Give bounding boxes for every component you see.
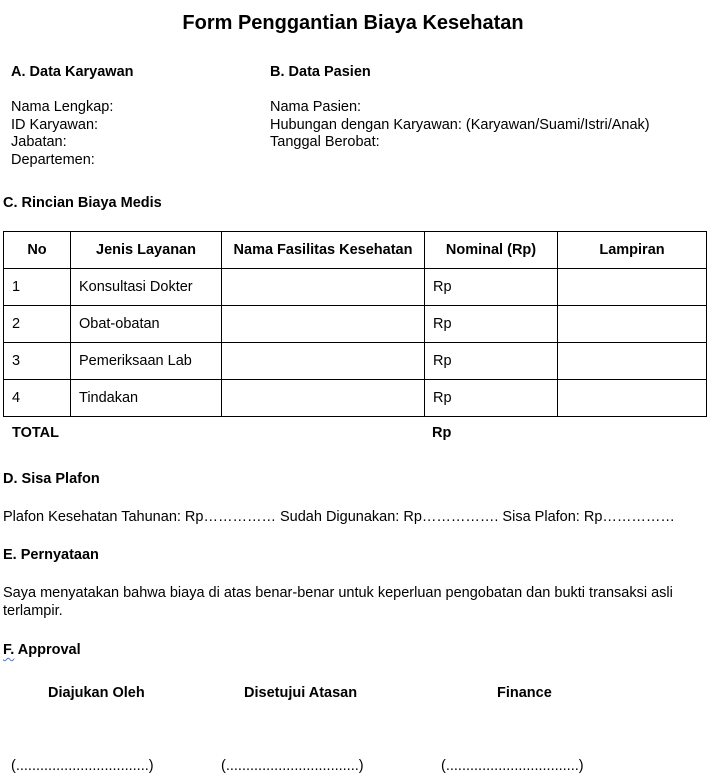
plafon-line: Plafon Kesehatan Tahunan: Rp…………… Sudah Digunakan: Rp……………. Sisa Plafon: Rp…………… (3, 509, 675, 525)
row-amount: Rp (425, 269, 558, 306)
row-facility (222, 343, 425, 380)
signature-line-submitter: (.................................) (11, 758, 154, 774)
col-attachment: Lampiran (558, 232, 707, 269)
row-service: Obat-obatan (71, 306, 222, 343)
section-f-letter: F. (3, 642, 15, 658)
medical-cost-table (3, 231, 707, 417)
row-attachment (558, 380, 707, 417)
field-treatment-date: Tanggal Berobat: (270, 134, 380, 150)
row-facility (222, 269, 425, 306)
row-no: 4 (4, 380, 71, 417)
employee-fields (11, 99, 113, 169)
field-full-name: Nama Lengkap: (11, 99, 114, 115)
section-a-heading: A. Data Karyawan (11, 64, 134, 80)
field-position: Jabatan: (11, 134, 67, 150)
section-d-heading: D. Sisa Plafon (3, 471, 100, 487)
field-employee-id: ID Karyawan: (11, 116, 99, 133)
table-row (4, 269, 707, 306)
row-service: Pemeriksaan Lab (71, 343, 222, 380)
col-no: No (4, 232, 71, 269)
section-c-heading: C. Rincian Biaya Medis (3, 195, 162, 211)
row-attachment (558, 343, 707, 380)
signature-line-finance: (.................................) (441, 758, 584, 774)
row-no: 1 (4, 269, 71, 306)
row-attachment (558, 306, 707, 343)
row-amount: Rp (425, 343, 558, 380)
total-amount: Rp (432, 425, 452, 441)
field-department: Departemen: (11, 151, 95, 168)
row-no: 3 (4, 343, 71, 380)
signature-line-supervisor: (.................................) (221, 758, 364, 774)
signer-role-submitter: Diajukan Oleh (48, 685, 145, 701)
section-f-heading (3, 642, 81, 658)
signer-role-finance: Finance (497, 685, 552, 701)
field-relationship: Hubungan dengan Karyawan: (Karyawan/Suami/Istri/Anak) (270, 116, 650, 133)
section-f-title: Approval (14, 642, 81, 658)
total-label: TOTAL (12, 425, 59, 441)
row-service: Konsultasi Dokter (71, 269, 222, 306)
section-e-heading: E. Pernyataan (3, 547, 99, 563)
row-amount: Rp (425, 306, 558, 343)
table-header-row (4, 232, 707, 269)
row-facility (222, 380, 425, 417)
table-row (4, 380, 707, 417)
signer-role-supervisor: Disetujui Atasan (244, 685, 358, 701)
col-amount: Nominal (Rp) (425, 232, 558, 269)
field-patient-name: Nama Pasien: (270, 99, 362, 115)
form-title: Form Penggantian Biaya Kesehatan (182, 12, 524, 34)
row-attachment (558, 269, 707, 306)
table-row (4, 306, 707, 343)
patient-fields (270, 99, 650, 152)
col-facility: Nama Fasilitas Kesehatan (222, 232, 425, 269)
section-b-heading: B. Data Pasien (270, 64, 371, 80)
statement-text: Saya menyatakan bahwa biaya di atas benar-benar untuk keperluan pengobatan dan bukti transaksi asli terlampir. (3, 585, 673, 619)
row-service: Tindakan (71, 380, 222, 417)
table-row (4, 343, 707, 380)
row-no: 2 (4, 306, 71, 343)
col-service: Jenis Layanan (71, 232, 222, 269)
row-amount: Rp (425, 380, 558, 417)
row-facility (222, 306, 425, 343)
